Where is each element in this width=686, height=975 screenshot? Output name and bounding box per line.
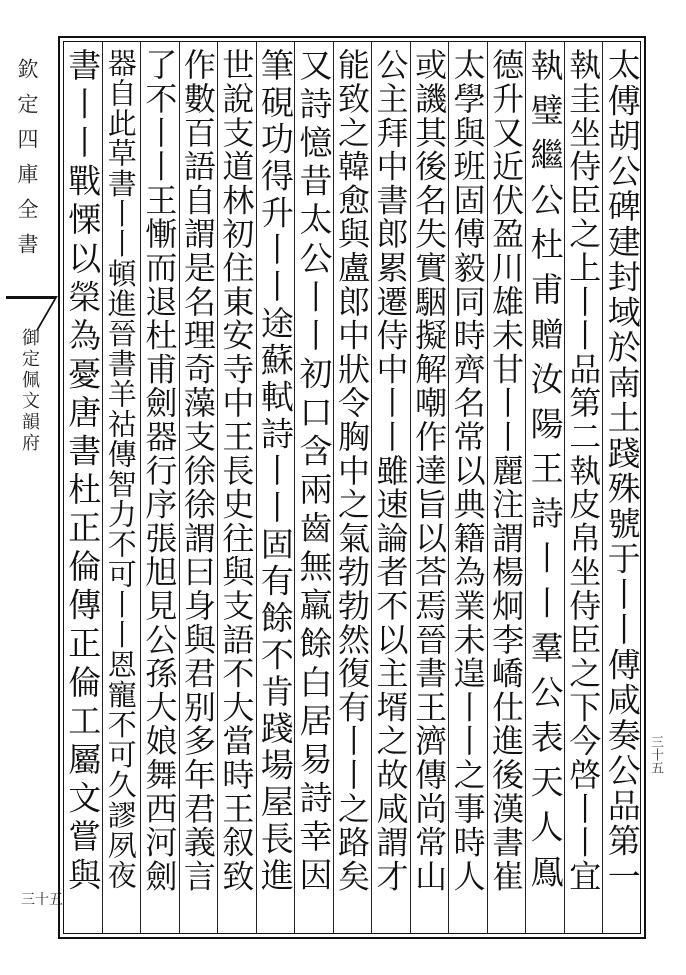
column-text: 又詩憶昔太公丨丨初口含兩齒無羸餘白居易詩幸因: [294, 48, 334, 896]
edition-title: 欽定四庫全書: [15, 58, 39, 268]
column-text: 執圭坐侍臣之上丨丨品第二執皮帛坐侍臣之下今啓丨丨宜: [564, 48, 603, 893]
column-text: 筆硯功得升丨丨途蘇軾詩丨丨固有餘不肯踐場屋長進: [255, 48, 295, 895]
text-column-15: [59, 48, 105, 928]
column-text: 能致之韓愈與盧郎中狀令胸中之氣勃勃然復有丨丨之路矣: [333, 48, 371, 893]
column-text: 執璧繼公杜甫贈汝陽王詩丨丨羣公表天人鳯: [525, 48, 565, 899]
column-text: 公主拜中書郎累遷侍中丨丨雖速論者不以主壻之故咸謂才: [371, 48, 410, 893]
column-text: 了不丨丨王慚而退杜甫劍器行序張旭見公孫大娘舞西河劍: [140, 48, 179, 893]
page-number: 三十五: [21, 892, 63, 908]
fold-title: 御定佩文韻府: [19, 328, 40, 454]
side-page-number: 三十五: [648, 735, 663, 774]
column-text: 德升又近伏盈川雄未甘丨丨麗注謂楊炯李嶠仕進後漢書崔: [487, 48, 526, 893]
column-text: 太傅胡公碑建封域於南土踐殊號于丨丨傅咸奏公品第一: [602, 48, 642, 894]
column-text: 器自此草書丨丨頓進晉書羊祜傳智力不可丨丨恩寵不可久謬夙夜: [103, 48, 138, 890]
column-text: 作數百語自謂是名理奇藻支徐徐謂曰身與君别多年君義言: [178, 48, 217, 893]
column-text: 太學與班固傅毅同時齊名常以典籍為業未遑丨丨之事時人: [448, 48, 487, 893]
column-text: 世說支道林初住東安寺中王長史往與支語不大當時王叙致: [217, 48, 256, 893]
column-text: 書丨丨戰慄以榮為憂唐書杜正倫傳正倫工屬文嘗與: [63, 48, 103, 896]
column-text: 或譏其後名失實駰擬解嘲作達旨以荅焉晉書王濟傳尚常山: [410, 48, 449, 893]
